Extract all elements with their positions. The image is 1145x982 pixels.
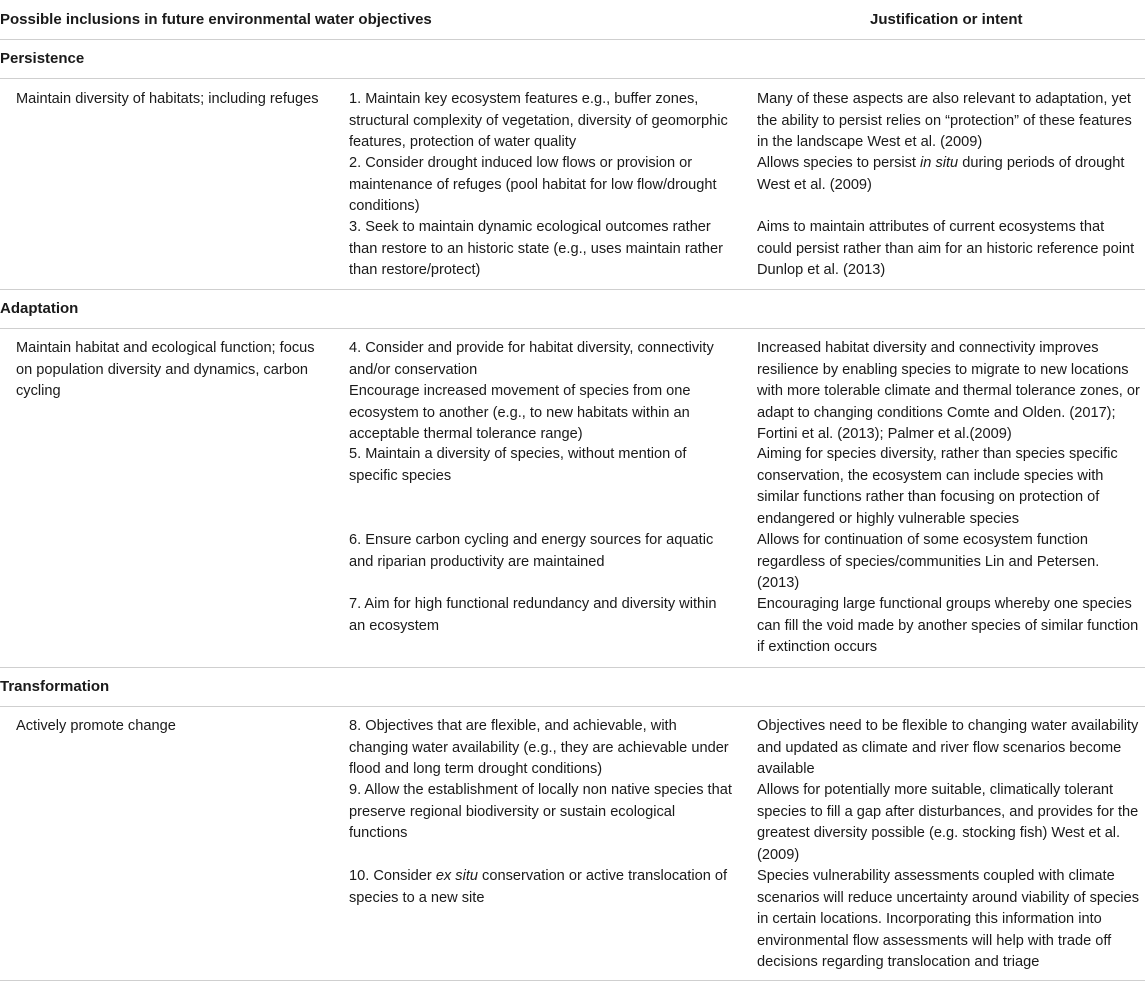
- justification-cell-line: Allows species to persist in situ during periods of drought: [757, 155, 1125, 171]
- justification-cell-line: scenarios will reduce uncertainty around viability of species: [757, 889, 1140, 906]
- objective-cell-line: 4. Consider and provide for habitat diversity, connectivity: [349, 340, 714, 356]
- category-cell: [16, 338, 315, 403]
- objective-cell: [349, 716, 729, 781]
- justification-cell-line: Many of these aspects are also relevant to adaptation, yet: [757, 91, 1131, 107]
- justification-cell-line: Allows for continuation of some ecosystem function: [757, 532, 1088, 548]
- objective-cell-line: 1. Maintain key ecosystem features e.g., buffer zones,: [349, 91, 699, 107]
- section-title: Persistence: [0, 50, 85, 67]
- justification-cell-line: conservation, the ecosystem can include species with: [757, 467, 1104, 484]
- section-header-transformation: [0, 667, 1145, 707]
- category-cell-line: Actively promote change: [16, 718, 176, 734]
- objective-cell-line: 8. Objectives that are flexible, and achievable, with: [349, 718, 677, 734]
- justification-cell-line: in certain locations. Incorporating this information into: [757, 911, 1102, 928]
- section-header-adaptation: [0, 289, 1145, 329]
- objective-cell: [349, 153, 717, 218]
- objective-cell-line: conditions): [349, 198, 420, 215]
- table-bottom-rule: [0, 980, 1145, 981]
- justification-cell: [757, 153, 1124, 196]
- objective-cell: [349, 444, 686, 487]
- objective-cell-line: preserve regional biodiversity or sustain ecological: [349, 803, 676, 820]
- objective-cell-line: species to a new site: [349, 889, 485, 906]
- objective-cell: [349, 780, 732, 845]
- objective-cell-line: maintenance of refuges (pool habitat for low flow/drought: [349, 176, 717, 193]
- objective-cell-line: specific species: [349, 467, 452, 484]
- justification-cell-line: adapt to changing conditions Comte and Olden. (2017);: [757, 404, 1116, 421]
- category-cell: [16, 716, 176, 738]
- justification-cell-line: (2009): [757, 846, 800, 863]
- justification-cell-line: and updated as climate and river flow scenarios become: [757, 739, 1122, 756]
- objective-cell-line: flood and long term drought conditions): [349, 761, 603, 778]
- objective-cell-line: functions: [349, 825, 408, 842]
- justification-cell-line: resilience by enabling species to migrate to new locations: [757, 361, 1129, 378]
- objective-cell-line: 10. Consider ex situ conservation or active translocation of: [349, 868, 728, 884]
- objective-cell-line: and/or conservation: [349, 361, 478, 378]
- section-title: Transformation: [0, 678, 110, 695]
- justification-cell: [757, 716, 1138, 781]
- justification-cell: [757, 780, 1138, 866]
- justification-cell: [757, 866, 1139, 974]
- objective-cell-line: 6. Ensure carbon cycling and energy sources for aquatic: [349, 532, 714, 548]
- objective-cell-line: 5. Maintain a diversity of species, without mention of: [349, 446, 687, 462]
- justification-cell-line: (2013): [757, 575, 800, 592]
- justification-cell-line: decisions regarding translocation and triage: [757, 954, 1040, 971]
- objective-cell: [349, 217, 723, 282]
- section-title: Adaptation: [0, 300, 79, 317]
- category-cell-line: cycling: [16, 383, 61, 400]
- justification-cell-line: regardless of species/communities Lin and Petersen.: [757, 553, 1100, 570]
- objective-cell: [349, 594, 716, 637]
- objective-cell-line: and riparian productivity are maintained: [349, 553, 605, 570]
- justification-cell-line: Aims to maintain attributes of current ecosystems that: [757, 219, 1105, 235]
- justification-cell-line: Aiming for species diversity, rather than species specific: [757, 446, 1118, 462]
- justification-cell-line: with more tolerable climate and thermal tolerance zones, or: [757, 383, 1140, 400]
- objective-cell-line: ecosystem to another (e.g., to new habitats within an: [349, 404, 690, 421]
- objective-cell-line: 3. Seek to maintain dynamic ecological outcomes rather: [349, 219, 711, 235]
- category-cell-line: Maintain habitat and ecological function; focus: [16, 340, 315, 356]
- justification-cell-line: similar functions rather than focusing on protection of: [757, 489, 1100, 506]
- category-cell: [16, 89, 319, 111]
- justification-cell-line: Dunlop et al. (2013): [757, 262, 886, 279]
- objective-cell-line: than restore to an historic state (e.g., uses maintain rather: [349, 240, 723, 257]
- objective-cell: [349, 866, 727, 909]
- objective-cell-line: 7. Aim for high functional redundancy and diversity within: [349, 596, 717, 612]
- table-header: [0, 0, 1145, 40]
- justification-cell-line: endangered or highly vulnerable species: [757, 510, 1020, 527]
- header-col-inclusions: Possible inclusions in future environmental water objectives: [0, 11, 432, 28]
- justification-cell-line: Species vulnerability assessments coupled with climate: [757, 868, 1115, 884]
- objective-cell-line: changing water availability (e.g., they are achievable under: [349, 739, 729, 756]
- section-header-persistence: [0, 40, 1145, 79]
- objective-cell-line: 2. Consider drought induced low flows or provision or: [349, 155, 693, 171]
- justification-cell-line: Fortini et al. (2013); Palmer et al.(2009): [757, 426, 1012, 443]
- justification-cell-line: could persist rather than aim for an historic reference point: [757, 240, 1135, 257]
- justification-cell-line: can fill the void made by another species of similar function: [757, 617, 1139, 634]
- objective-cell-line: Encourage increased movement of species from one: [349, 383, 691, 400]
- justification-cell-line: if extinction occurs: [757, 639, 878, 656]
- justification-cell-line: Increased habitat diversity and connectivity improves: [757, 340, 1099, 356]
- objective-cell-line: an ecosystem: [349, 617, 440, 634]
- objective-cell-line: structural complexity of vegetation, diversity of geomorphic: [349, 112, 728, 129]
- justification-cell-line: in the landscape West et al. (2009): [757, 134, 983, 151]
- justification-cell: [757, 530, 1099, 595]
- justification-cell-line: Allows for potentially more suitable, climatically tolerant: [757, 782, 1114, 798]
- justification-cell-line: Encouraging large functional groups whereby one species: [757, 596, 1132, 612]
- category-cell-line: on population diversity and dynamics, carbon: [16, 361, 309, 378]
- category-cell-line: Maintain diversity of habitats; including refuges: [16, 91, 319, 107]
- objective-cell-line: features, protection of water quality: [349, 134, 577, 151]
- justification-cell-line: available: [757, 761, 815, 778]
- justification-cell-line: species to fill a gap after disturbances, and provides for the: [757, 803, 1139, 820]
- objective-cell: [349, 530, 713, 573]
- justification-cell-line: greatest diversity possible (e.g. stocking fish) West et al.: [757, 825, 1121, 842]
- objective-cell: [349, 89, 728, 154]
- justification-cell: [757, 444, 1118, 530]
- justification-cell-line: Objectives need to be flexible to changing water availability: [757, 718, 1139, 734]
- justification-cell-line: environmental flow assessments will help with trade off: [757, 932, 1112, 949]
- objective-cell-line: 9. Allow the establishment of locally non native species that: [349, 782, 732, 798]
- objective-cell: [349, 338, 714, 446]
- justification-cell: [757, 594, 1138, 659]
- justification-cell-line: West et al. (2009): [757, 176, 872, 193]
- justification-cell: [757, 217, 1134, 282]
- objective-cell-line: acceptable thermal tolerance range): [349, 426, 583, 443]
- justification-cell: [757, 338, 1140, 446]
- header-col-justification: Justification or intent: [870, 11, 1023, 28]
- justification-cell-line: the ability to persist relies on “protection” of these features: [757, 112, 1132, 129]
- justification-cell: [757, 89, 1132, 154]
- objective-cell-line: than restore/protect): [349, 262, 481, 279]
